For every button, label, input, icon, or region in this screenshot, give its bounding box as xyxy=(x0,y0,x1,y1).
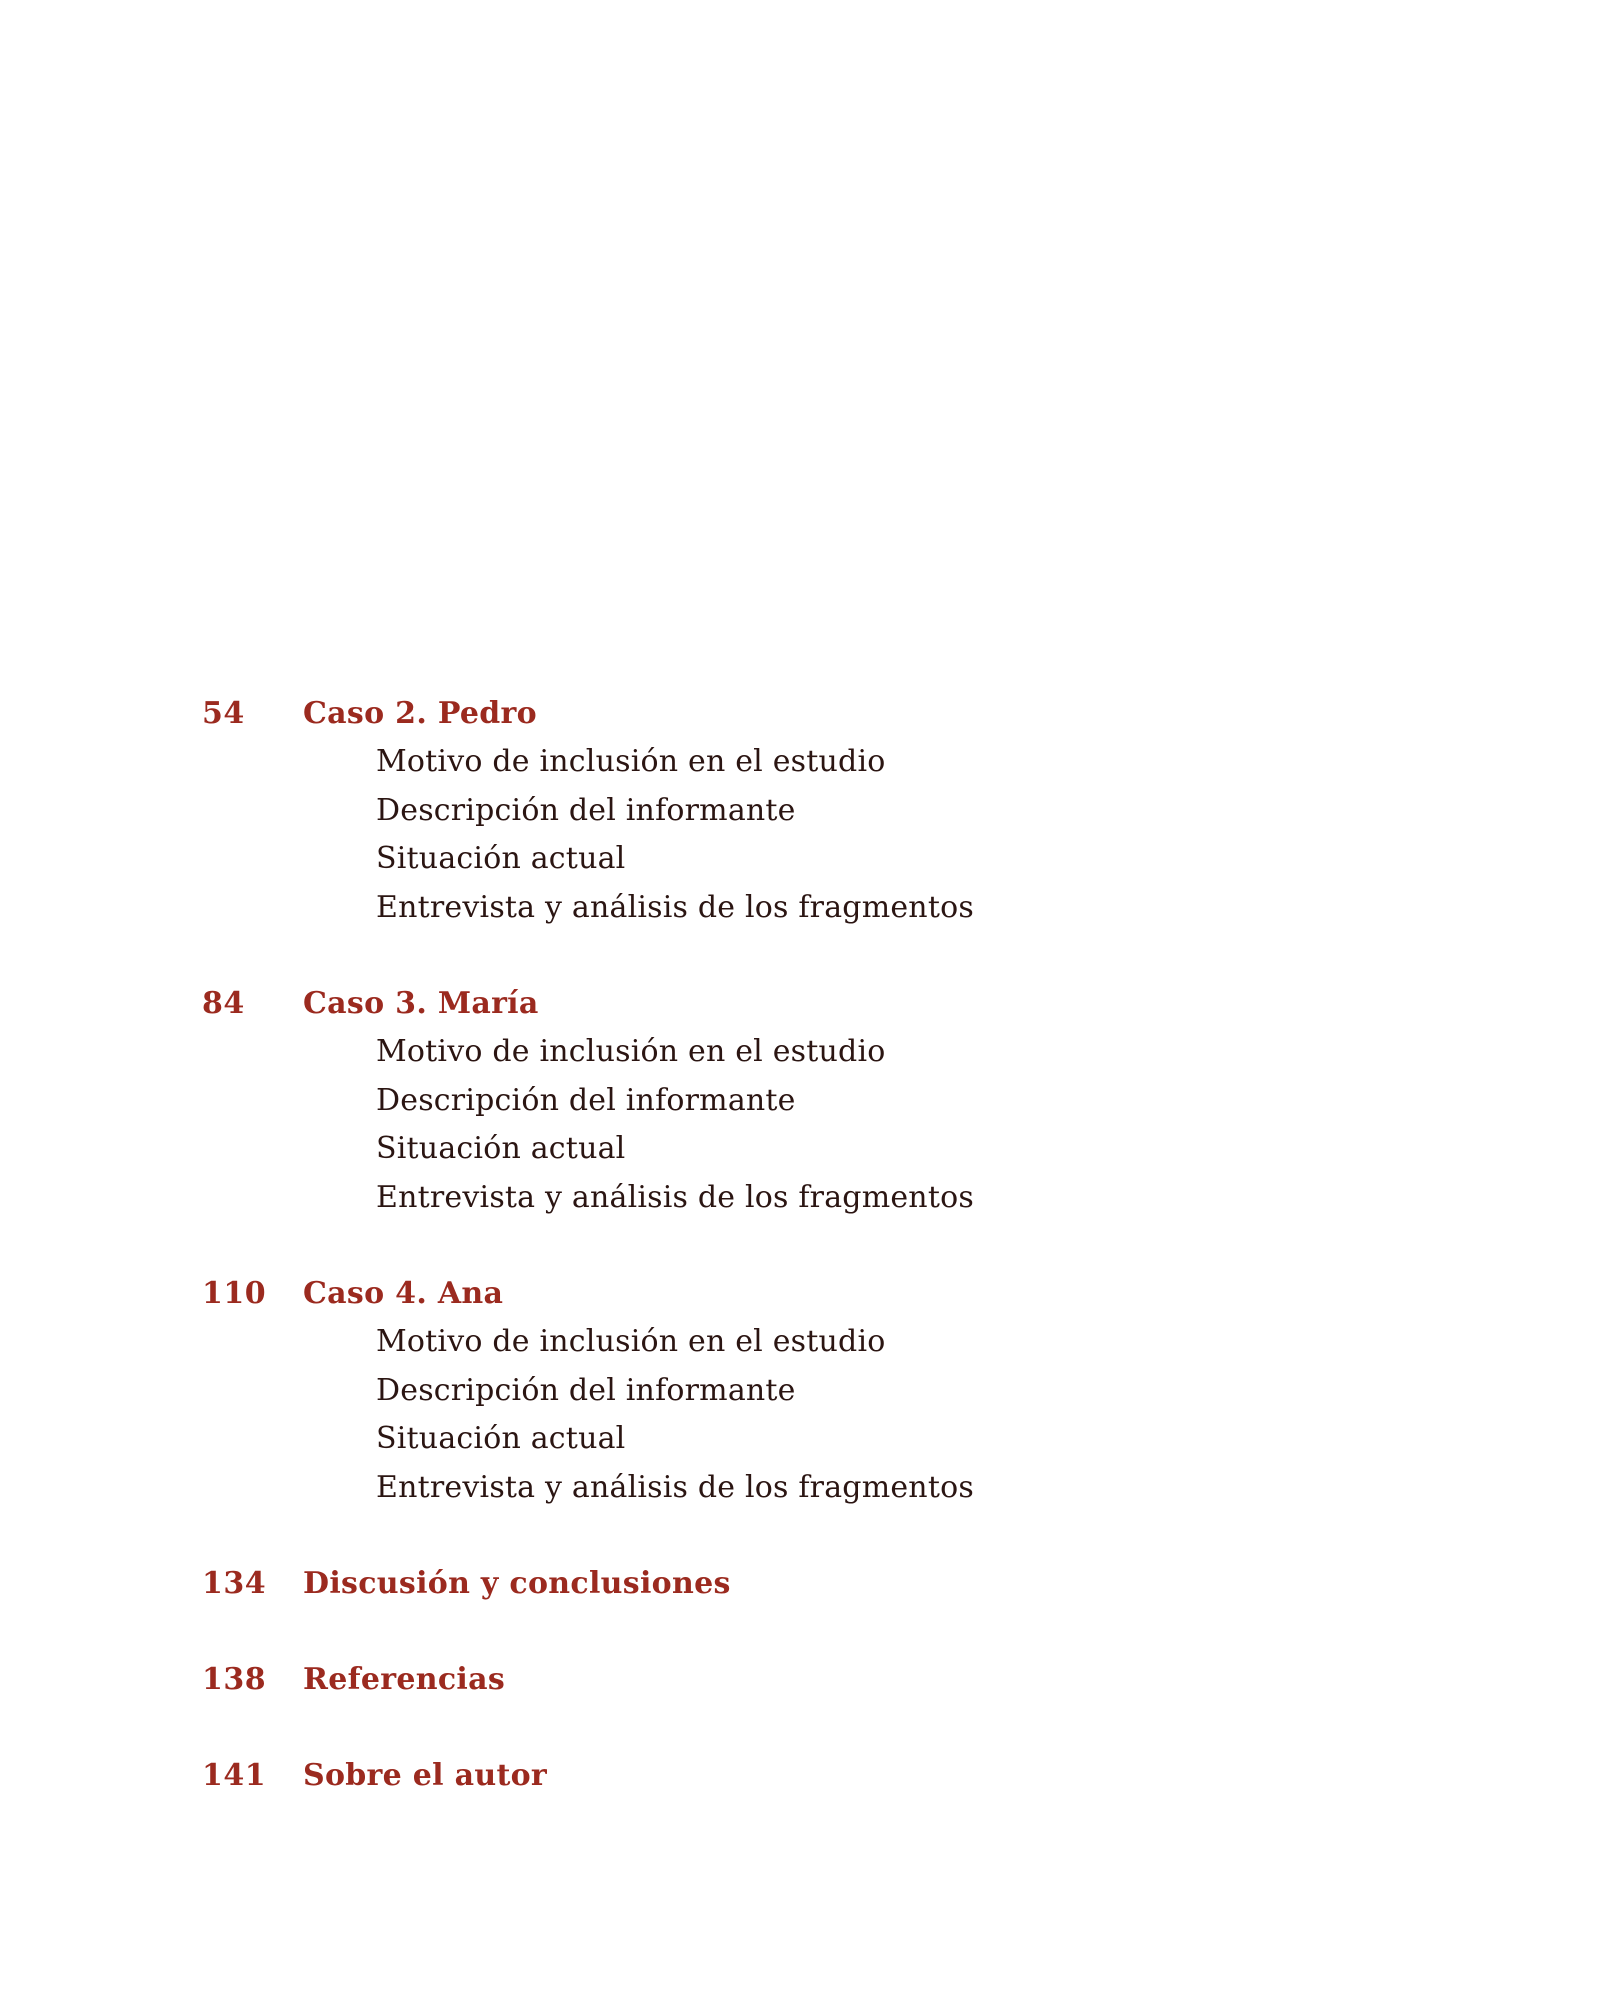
toc-entry-header[interactable] xyxy=(0,1270,1600,1318)
subitem[interactable]: Descripción del informante xyxy=(376,792,796,828)
entry-title[interactable]: Caso 4. Ana xyxy=(303,1276,504,1311)
subitem[interactable]: Motivo de inclusión en el estudio xyxy=(376,1034,886,1069)
subitem[interactable]: Entrevista y análisis de los fragmentos xyxy=(376,889,974,925)
entry-title[interactable]: Referencias xyxy=(303,1662,506,1697)
subitem[interactable]: Motivo de inclusión en el estudio xyxy=(376,744,886,779)
entry-title[interactable]: Discusión y conclusiones xyxy=(303,1566,731,1601)
subitem-list xyxy=(0,738,1600,932)
subitem[interactable]: Entrevista y análisis de los fragmentos xyxy=(376,1469,974,1505)
page-number: 141 xyxy=(202,1758,267,1793)
toc-entry-referencias[interactable] xyxy=(0,1656,1600,1704)
page-number: 134 xyxy=(202,1566,267,1601)
subitem[interactable]: Motivo de inclusión en el estudio xyxy=(376,1324,886,1359)
page-number: 110 xyxy=(202,1276,267,1311)
subitem[interactable]: Situación actual xyxy=(376,841,626,876)
toc-entry-header[interactable] xyxy=(0,1656,1600,1704)
toc-entry-caso-4[interactable] xyxy=(0,1270,1600,1512)
subitem-list xyxy=(0,1318,1600,1512)
toc-entry-caso-2[interactable] xyxy=(0,690,1600,932)
toc-entry-header[interactable] xyxy=(0,1752,1600,1800)
page-number: 138 xyxy=(202,1662,267,1697)
entry-title[interactable]: Caso 2. Pedro xyxy=(303,696,537,731)
table-of-contents xyxy=(0,690,1600,1848)
subitem[interactable]: Situación actual xyxy=(376,1131,626,1166)
subitem[interactable]: Descripción del informante xyxy=(376,1372,796,1408)
toc-entry-sobre-el-autor[interactable] xyxy=(0,1752,1600,1800)
toc-entry-header[interactable] xyxy=(0,980,1600,1028)
subitem[interactable]: Entrevista y análisis de los fragmentos xyxy=(376,1179,974,1215)
subitem[interactable]: Situación actual xyxy=(376,1421,626,1456)
subitem-list xyxy=(0,1028,1600,1222)
entry-title[interactable]: Sobre el autor xyxy=(303,1758,548,1793)
toc-entry-caso-3[interactable] xyxy=(0,980,1600,1222)
toc-entry-header[interactable] xyxy=(0,1560,1600,1608)
toc-entry-header[interactable] xyxy=(0,690,1600,738)
subitem[interactable]: Descripción del informante xyxy=(376,1082,796,1118)
page-number: 54 xyxy=(202,696,245,731)
page-number: 84 xyxy=(202,986,245,1021)
entry-title[interactable]: Caso 3. María xyxy=(303,986,539,1021)
toc-entry-discusion[interactable] xyxy=(0,1560,1600,1608)
